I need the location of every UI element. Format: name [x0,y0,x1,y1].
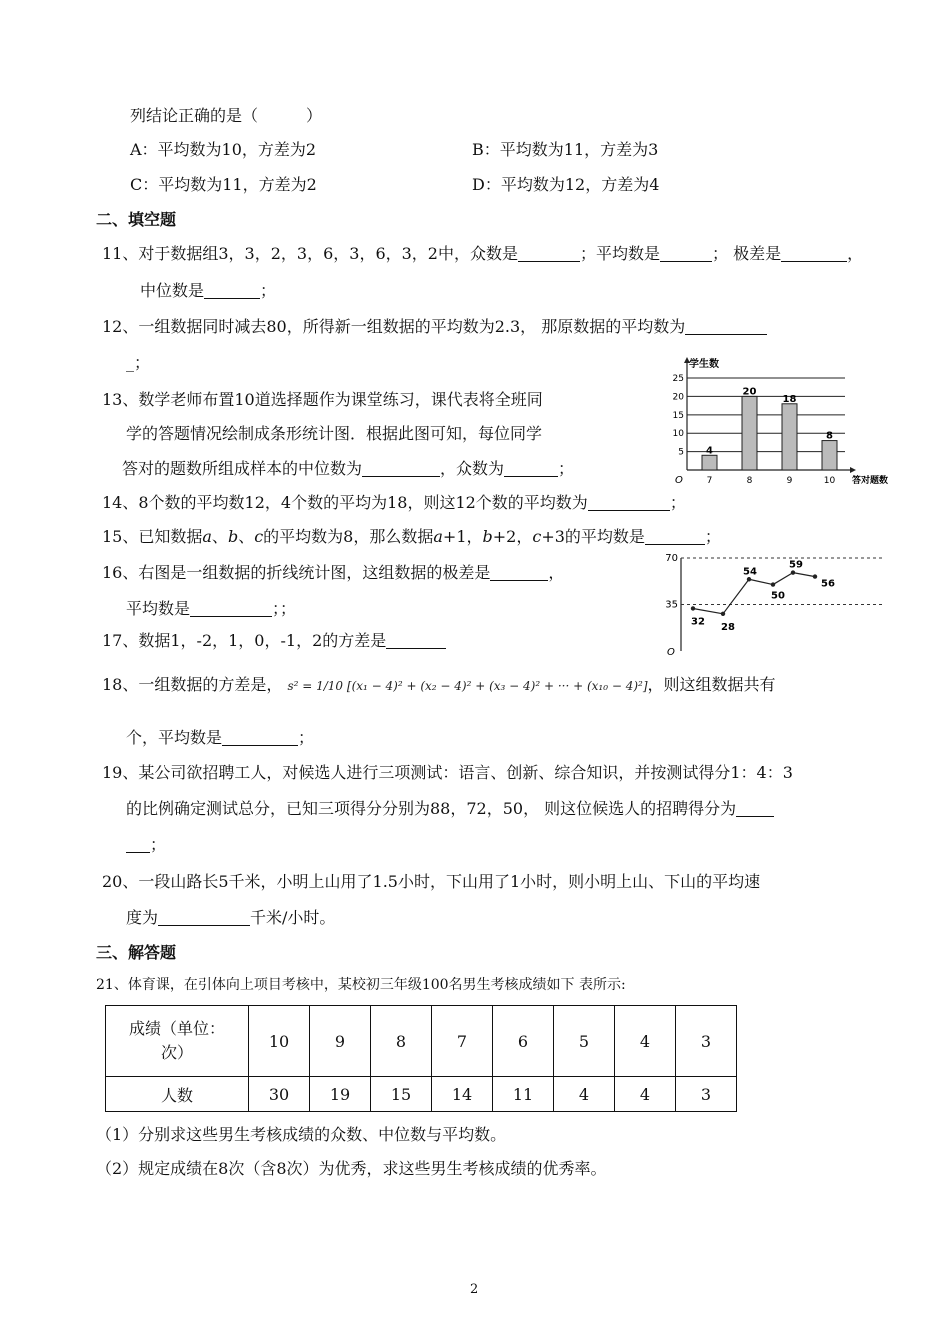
data-label: 8 [826,430,833,442]
bar-chart [655,355,895,495]
q18-formula: s² = 1/10 [(x₁ − 4)² + (x₂ − 4)² + (x₃ − 4)² + ··· + (x₁₀ − 4)²] [287,679,648,693]
q15-p1: 15、已知数据 [102,527,203,546]
q11-text-c: ； 极差是 [712,244,782,263]
table-cell: 10 [249,1006,310,1077]
table-row [106,1077,737,1112]
q15-sep1: 、 [211,527,228,546]
q14-end: ； [669,493,686,512]
data-point [721,612,725,616]
x-tick-label: 10 [823,476,836,486]
q20-line1: 20、一段山路长5千米，小明上山用了1.5小时，下山用了1小时，则小明上山、下山的平均速 [102,872,761,891]
q19-line2 [126,796,774,819]
table-cell: 3 [676,1077,737,1112]
q11-text-b: ；平均数是 [579,244,660,263]
q13-line1: 13、数学老师布置10道选择题作为课堂练习，课代表将全班同 [102,390,543,409]
table-cell: 11 [493,1077,554,1112]
q21-sub1: （1）分别求这些男生考核成绩的众数、中位数与平均数。 [96,1125,507,1144]
q13-text-c: ； [558,459,575,478]
q21-intro: 21、体育课，在引体向上项目考核中，某校初三年级100名男生考核成绩如下 表所示: [96,977,626,993]
table-cell: 4 [554,1077,615,1112]
table-cell: 9 [310,1006,371,1077]
q10-option-c: C：平均数为11，方差为2 [130,175,317,194]
data-label: 50 [771,590,785,602]
data-label: 32 [691,616,705,628]
x-tick-label: 7 [706,476,713,486]
data-point [691,606,695,610]
q18-text-c: 个，平均数是 [126,728,223,747]
q13-text-a: 答对的题数所组成样本的中位数为 [122,459,363,478]
data-label: 18 [782,393,797,405]
data-label: 20 [742,386,757,398]
q16-blank-mean [190,600,272,617]
q13-line2: 学的答题情况绘制成条形统计图．根据此图可知，每位同学 [126,424,543,443]
q11-text-d: ， [847,244,864,263]
q16-text-b: ， [548,563,565,582]
y-tick-label: 15 [672,410,684,421]
table-cell: 15 [371,1077,432,1112]
q10-stem: 列结论正确的是（ ） [130,106,323,125]
table-cell: 6 [493,1006,554,1077]
q21-sub2: （2）规定成绩在8次（含8次）为优秀，求这些男生考核成绩的优秀率。 [96,1159,607,1178]
table-header-count: 人数 [106,1077,249,1112]
scores-table [105,1005,737,1112]
q15-var-b2: b [482,527,493,546]
q12-text: 12、一组数据同时减去80，所得新一组数据的平均数为2.3， 那原数据的平均数为 [102,317,686,336]
q11-line2 [140,278,276,301]
data-point [791,570,795,574]
q11-blank-median [204,282,260,299]
table-cell: 19 [310,1077,371,1112]
table-cell: 4 [615,1077,676,1112]
q18-text-a: 18、一组数据的方差是， [102,675,283,694]
q15-p4: +2， [492,527,533,546]
data-label: 59 [789,559,803,571]
q17-line [102,628,446,651]
x-tick-label: 8 [746,476,753,486]
y-tick-label: 70 [665,553,678,564]
bar [782,404,797,470]
q16-line2 [126,596,296,619]
q16-text-d: ；； [272,599,297,618]
q10-option-b: B：平均数为11，方差为3 [472,140,659,159]
section-solve-heading: 三、解答题 [96,943,177,962]
series-line [793,573,815,577]
q14-line [102,490,686,513]
table-cell: 3 [676,1006,737,1077]
q16-line1 [102,560,564,583]
q18-blank-mean [222,729,298,746]
data-label: 4 [706,445,713,457]
q15-sep2: 、 [238,527,255,546]
q19-end: ； [150,835,167,854]
q10-option-a: A：平均数为10，方差为2 [130,140,317,159]
q11-blank-mode [518,245,580,262]
q16-text-a: 16、右图是一组数据的折线统计图，这组数据的极差是 [102,563,491,582]
page-number: 2 [470,1282,479,1297]
q12-blank [685,318,767,335]
series-line [773,573,793,585]
q18-line2 [126,725,314,748]
table-header-score [106,1006,249,1077]
y-tick-label: 20 [672,392,684,403]
q13-line3 [122,456,574,479]
q20-line2 [126,905,335,928]
bar [742,396,757,470]
series-line [723,579,749,614]
data-point [771,582,775,586]
origin-label: O [667,647,675,658]
q11-line1 [102,241,863,264]
data-point [747,577,751,581]
q15-end: ； [704,527,721,546]
table-cell: 14 [432,1077,493,1112]
data-label: 54 [743,566,757,578]
q19-blank-b [126,836,150,853]
x-axis-arrow [850,467,856,473]
q15-blank [645,528,705,545]
q15-var-c: c [254,527,264,546]
q19-text: 的比例确定测试总分，已知三项得分分别为88，72，50， 则这位候选人的招聘得分为 [126,799,737,818]
series-line [749,579,773,584]
q20-text-a: 度为 [126,908,159,927]
q19-line3 [126,832,166,855]
q13-blank-median [362,460,440,477]
data-label: 28 [721,621,735,633]
y-tick-label: 35 [665,599,678,611]
x-axis-label: 答对题数 [852,476,889,486]
q10-option-d: D：平均数为12，方差为4 [472,175,660,194]
q15-var-a: a [202,527,212,546]
q15-var-b: b [227,527,239,546]
q15-p2: 的平均数为8，那么数据 [263,527,434,546]
table-row [106,1006,737,1077]
bar [702,455,717,470]
q19-line1: 19、某公司欲招聘工人，对候选人进行三项测试：语言、创新、综合知识，并按测试得分1：4：3 [102,763,793,782]
table-cell: 7 [432,1006,493,1077]
q16-text-c: 平均数是 [126,599,191,618]
table-cell: 5 [554,1006,615,1077]
q14-text: 14、8个数的平均数12，4个数的平均为18，则这12个数的平均数为 [102,493,588,512]
q13-blank-mode [504,460,558,477]
line-chart [655,553,890,661]
q18-text-b: ，则这组数据共有 [647,675,776,694]
q20-blank [158,909,250,926]
data-point [813,574,817,578]
q17-blank [386,632,446,649]
x-tick-label: 9 [786,476,793,486]
q18-text-d: ； [298,728,315,747]
series-line [693,608,723,613]
q13-text-b: ，众数为 [440,459,505,478]
origin-label: O [675,475,683,486]
table-cell: 8 [371,1006,432,1077]
q15-var-c2: c [532,527,542,546]
q15-var-a2: a [433,527,443,546]
q12-line2: _； [126,353,151,372]
q15-line [102,524,721,547]
table-header-score-b: 次） [160,1043,193,1062]
table-cell: 4 [615,1006,676,1077]
q12-line1 [102,314,767,337]
q11-text-a: 11、对于数据组3，3，2，3，6，3，6，3，2中，众数是 [102,244,518,263]
y-tick-label: 10 [672,429,684,440]
q15-p3: +1， [442,527,483,546]
q18-line1 [102,672,776,695]
data-label: 56 [821,578,835,590]
q11-text-e: 中位数是 [140,281,205,300]
q11-blank-mean [660,245,712,262]
q11-blank-range [781,245,847,262]
section-fill-heading: 二、填空题 [96,210,177,229]
y-tick-label: 5 [678,447,684,458]
q17-text: 17、数据1，-2，1，0，-1，2的方差是 [102,631,387,650]
table-header-score-a: 成绩（单位： [128,1019,225,1038]
table-cell: 30 [249,1077,310,1112]
bar [822,441,837,470]
q16-blank-range [490,564,548,581]
q14-blank [588,494,670,511]
y-axis-label: 学生数 [689,359,719,370]
q19-blank-a [736,800,774,817]
q15-p5: +3的平均数是 [541,527,645,546]
q20-text-b: 千米/小时。 [250,908,336,927]
q11-text-f: ； [260,281,277,300]
y-tick-label: 25 [672,374,684,385]
